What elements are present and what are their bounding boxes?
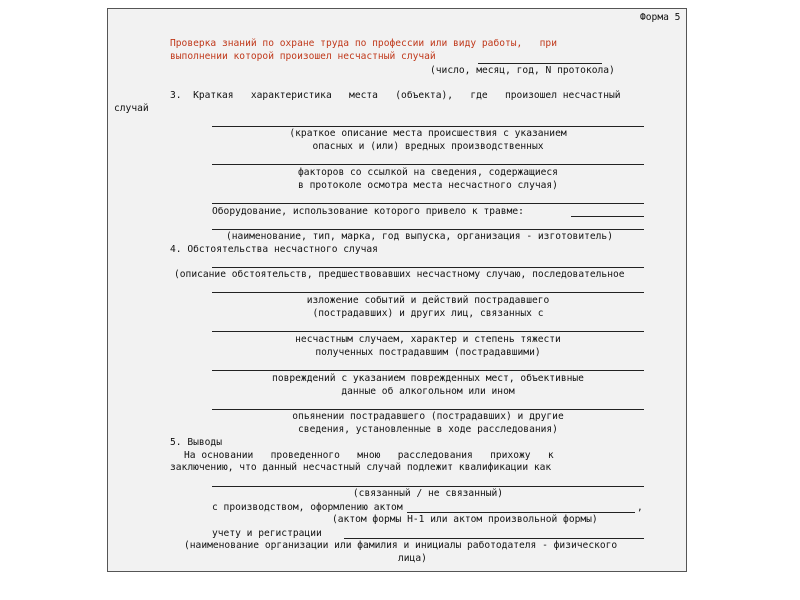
registration-label: учету и регистрации: [212, 528, 322, 539]
conclusion-line1: На основании проведенного мною расследования прихожу к: [184, 450, 554, 461]
relation-hint: (связанный / не связанный): [352, 488, 504, 499]
circumstances-hint-7: данные об алкогольном или ином: [341, 386, 515, 397]
circumstances-hint-8: опьянении пострадавшего (пострадавших) и другие: [292, 411, 564, 422]
circumstances-hint-6: повреждений с указанием поврежденных мест, объективные: [272, 373, 584, 384]
act-blank-line[interactable]: [407, 512, 635, 513]
employer-hint-1: (наименование организации или фамилия и инициалы работодателя - физического: [184, 540, 618, 551]
protocol-blank-line[interactable]: [478, 63, 602, 64]
circumstances-hint-5: полученных пострадавшим (пострадавшими): [315, 347, 541, 358]
place-hint-4: в протоколе осмотра места несчастного случая): [298, 180, 558, 191]
registration-blank-line[interactable]: [344, 538, 644, 539]
circumstances-blank-line-1[interactable]: [212, 267, 644, 268]
equipment-blank-line-short[interactable]: [571, 216, 644, 217]
section5-heading: 5. Выводы: [170, 437, 222, 448]
place-blank-line-3[interactable]: [212, 203, 644, 204]
circumstances-blank-line-5[interactable]: [212, 409, 644, 410]
circumstances-hint-4: несчастным случаем, характер и степень тяжести: [295, 334, 561, 345]
place-hint-1: (краткое описание места происшествия с указанием: [289, 128, 567, 139]
section3-heading-cont: случай: [114, 103, 149, 114]
circumstances-hint-3: (пострадавших) и других лиц, связанных с: [312, 308, 544, 319]
circumstances-blank-line-2[interactable]: [212, 292, 644, 293]
place-hint-3: факторов со ссылкой на сведения, содержащиеся: [298, 167, 558, 178]
form-label: Форма 5: [640, 12, 681, 23]
section3-heading: 3. Краткая характеристика места (объекта), где произошел несчастный: [170, 90, 621, 101]
equipment-label: Оборудование, использование которого привело к травме:: [212, 206, 524, 217]
act-label: с производством, оформлению актом: [212, 502, 403, 513]
equipment-blank-line[interactable]: [212, 229, 644, 230]
relation-blank-line[interactable]: [212, 486, 644, 487]
place-blank-line-2[interactable]: [212, 164, 644, 165]
circumstances-hint-1: (описание обстоятельств, предшествовавших несчастному случаю, последовательное: [174, 269, 625, 280]
protocol-hint: (число, месяц, год, N протокола): [430, 65, 615, 76]
place-blank-line-1[interactable]: [212, 126, 644, 127]
section4-heading: 4. Обстоятельства несчастного случая: [170, 244, 378, 255]
circumstances-blank-line-3[interactable]: [212, 331, 644, 332]
employer-hint-2: лица): [398, 553, 427, 564]
circumstances-hint-9: сведения, установленные в ходе расследования): [298, 424, 558, 435]
knowledge-check-line2: выполнении которой произошел несчастный случай: [170, 51, 436, 62]
place-hint-2: опасных и (или) вредных производственных: [312, 141, 544, 152]
knowledge-check-line1: Проверка знаний по охране труда по профессии или виду работы, при: [170, 38, 557, 49]
act-hint: (актом формы Н-1 или актом произвольной формы): [332, 514, 598, 525]
equipment-hint: (наименование, тип, марка, год выпуска, организация - изготовитель): [226, 231, 613, 242]
circumstances-hint-2: изложение событий и действий пострадавшего: [306, 295, 550, 306]
conclusion-line2: заключению, что данный несчастный случай подлежит квалификации как: [170, 462, 552, 473]
act-comma: ,: [637, 502, 643, 513]
circumstances-blank-line-4[interactable]: [212, 370, 644, 371]
